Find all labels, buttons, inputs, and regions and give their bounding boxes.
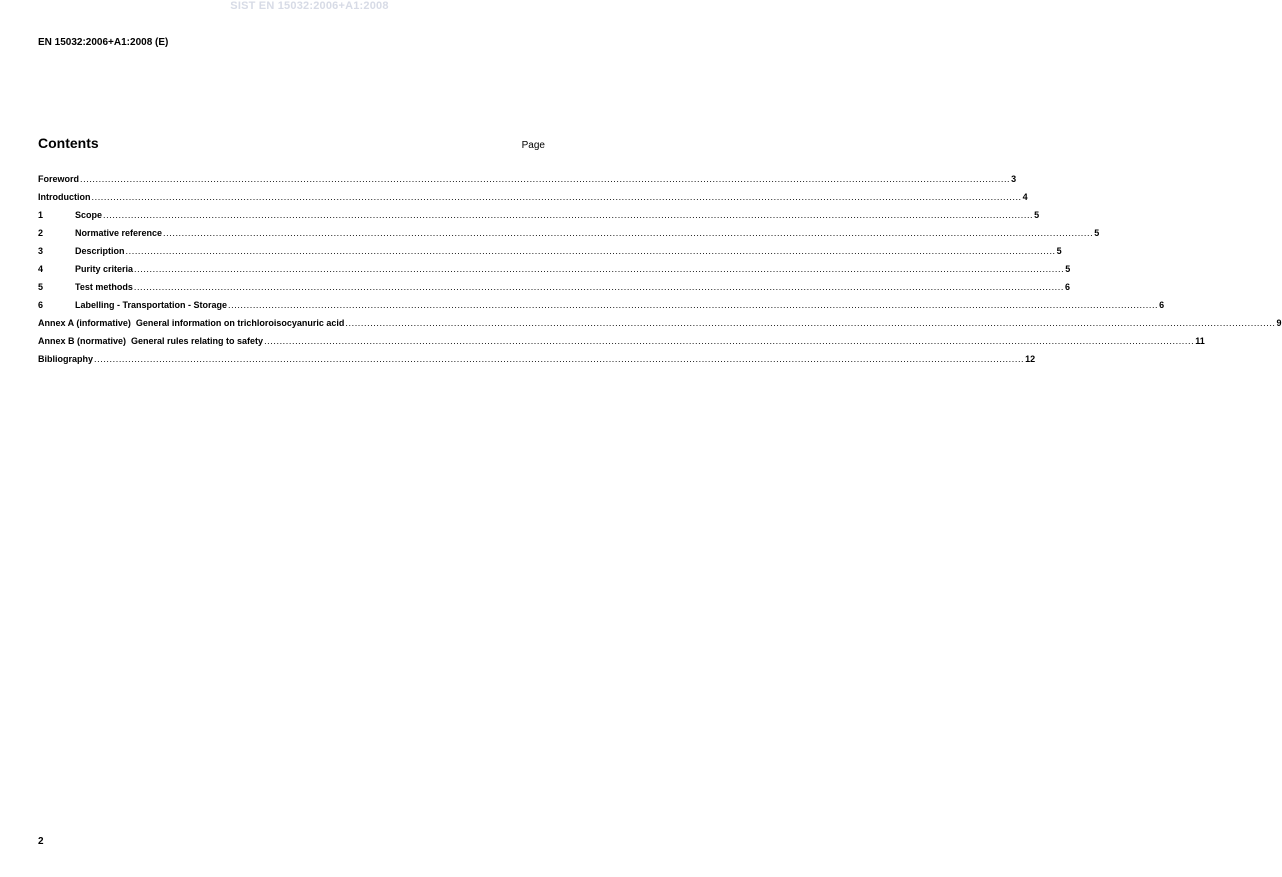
contents-header (38, 135, 545, 155)
toc-entry-normative-reference[interactable] (38, 228, 1100, 246)
toc-entry-annex-a[interactable] (38, 318, 1282, 336)
toc-entry-title: Foreword (38, 174, 80, 184)
toc-leader-dots: ............................................................................................................................................................................................................................................................................................................ (94, 354, 1025, 364)
toc-entry-page: 6 (1159, 300, 1165, 310)
toc-entry-annex-b[interactable] (38, 336, 1205, 354)
toc-entry-title: Description (75, 246, 125, 256)
toc-entry-title: Test methods (75, 282, 133, 292)
toc-entry-page: 6 (1065, 282, 1071, 292)
toc-entry-description[interactable] (38, 246, 1062, 264)
toc-entry-number: 3 (38, 246, 44, 256)
toc-entry-title: Purity criteria (75, 264, 134, 274)
toc-entry-bibliography[interactable] (38, 354, 1036, 372)
toc-entry-page: 12 (1025, 354, 1036, 364)
toc-entry-title: Normative reference (75, 228, 163, 238)
toc-leader-dots: ............................................................................................................................................................................................................................................................................................................ (103, 210, 1034, 220)
watermark: SIST EN 15032:2006+A1:2008 (230, 0, 389, 12)
contents-title: Contents (38, 135, 99, 151)
toc-entry-page: 3 (1011, 174, 1017, 184)
toc-entry-title: Annex B (normative) General rules relating to safety (38, 336, 264, 346)
page-column-label: Page (521, 140, 545, 151)
document-id: EN 15032:2006+A1:2008 (E) (38, 37, 169, 48)
toc-entry-test-methods[interactable] (38, 282, 1071, 300)
toc-entry-introduction[interactable] (38, 192, 1028, 210)
toc-entry-foreword[interactable] (38, 174, 1017, 192)
toc-entry-number: 2 (38, 228, 44, 238)
toc-leader-dots: ............................................................................................................................................................................................................................................................................................................ (133, 282, 1064, 292)
toc-entry-number: 4 (38, 264, 44, 274)
toc-entry-title: Scope (75, 210, 103, 220)
toc-leader-dots: ............................................................................................................................................................................................................................................................................................................ (264, 336, 1195, 346)
toc-leader-dots: ............................................................................................................................................................................................................................................................................................................ (345, 318, 1276, 328)
toc-entry-purity-criteria[interactable] (38, 264, 1071, 282)
toc-leader-dots: ............................................................................................................................................................................................................................................................................................................ (228, 300, 1159, 310)
toc-entry-page: 5 (1034, 210, 1040, 220)
toc-leader-dots: ............................................................................................................................................................................................................................................................................................................ (91, 192, 1022, 202)
toc-entry-labelling[interactable] (38, 300, 1165, 318)
toc-entry-title: Bibliography (38, 354, 94, 364)
toc-leader-dots: ............................................................................................................................................................................................................................................................................................................ (80, 174, 1011, 184)
toc-entry-number: 6 (38, 300, 44, 310)
toc-entry-title: Annex A (informative) General information on trichloroisocyanuric acid (38, 318, 345, 328)
toc-entry-page: 5 (1094, 228, 1100, 238)
toc-entry-number: 5 (38, 282, 44, 292)
toc-entry-page: 11 (1195, 336, 1205, 346)
toc-leader-dots: ............................................................................................................................................................................................................................................................................................................ (163, 228, 1094, 238)
toc-entry-number: 1 (38, 210, 44, 220)
toc-entry-page: 5 (1056, 246, 1062, 256)
toc-entry-title: Introduction (38, 192, 91, 202)
toc-leader-dots: ............................................................................................................................................................................................................................................................................................................ (134, 264, 1065, 274)
toc-entry-page: 5 (1065, 264, 1071, 274)
toc-entry-title: Labelling - Transportation - Storage (75, 300, 228, 310)
toc-entry-page: 9 (1276, 318, 1282, 328)
toc-entry-scope[interactable] (38, 210, 1040, 228)
toc-entry-page: 4 (1022, 192, 1028, 202)
toc-leader-dots: ............................................................................................................................................................................................................................................................................................................ (125, 246, 1056, 256)
table-of-contents (38, 174, 1282, 372)
page-number: 2 (38, 836, 44, 847)
